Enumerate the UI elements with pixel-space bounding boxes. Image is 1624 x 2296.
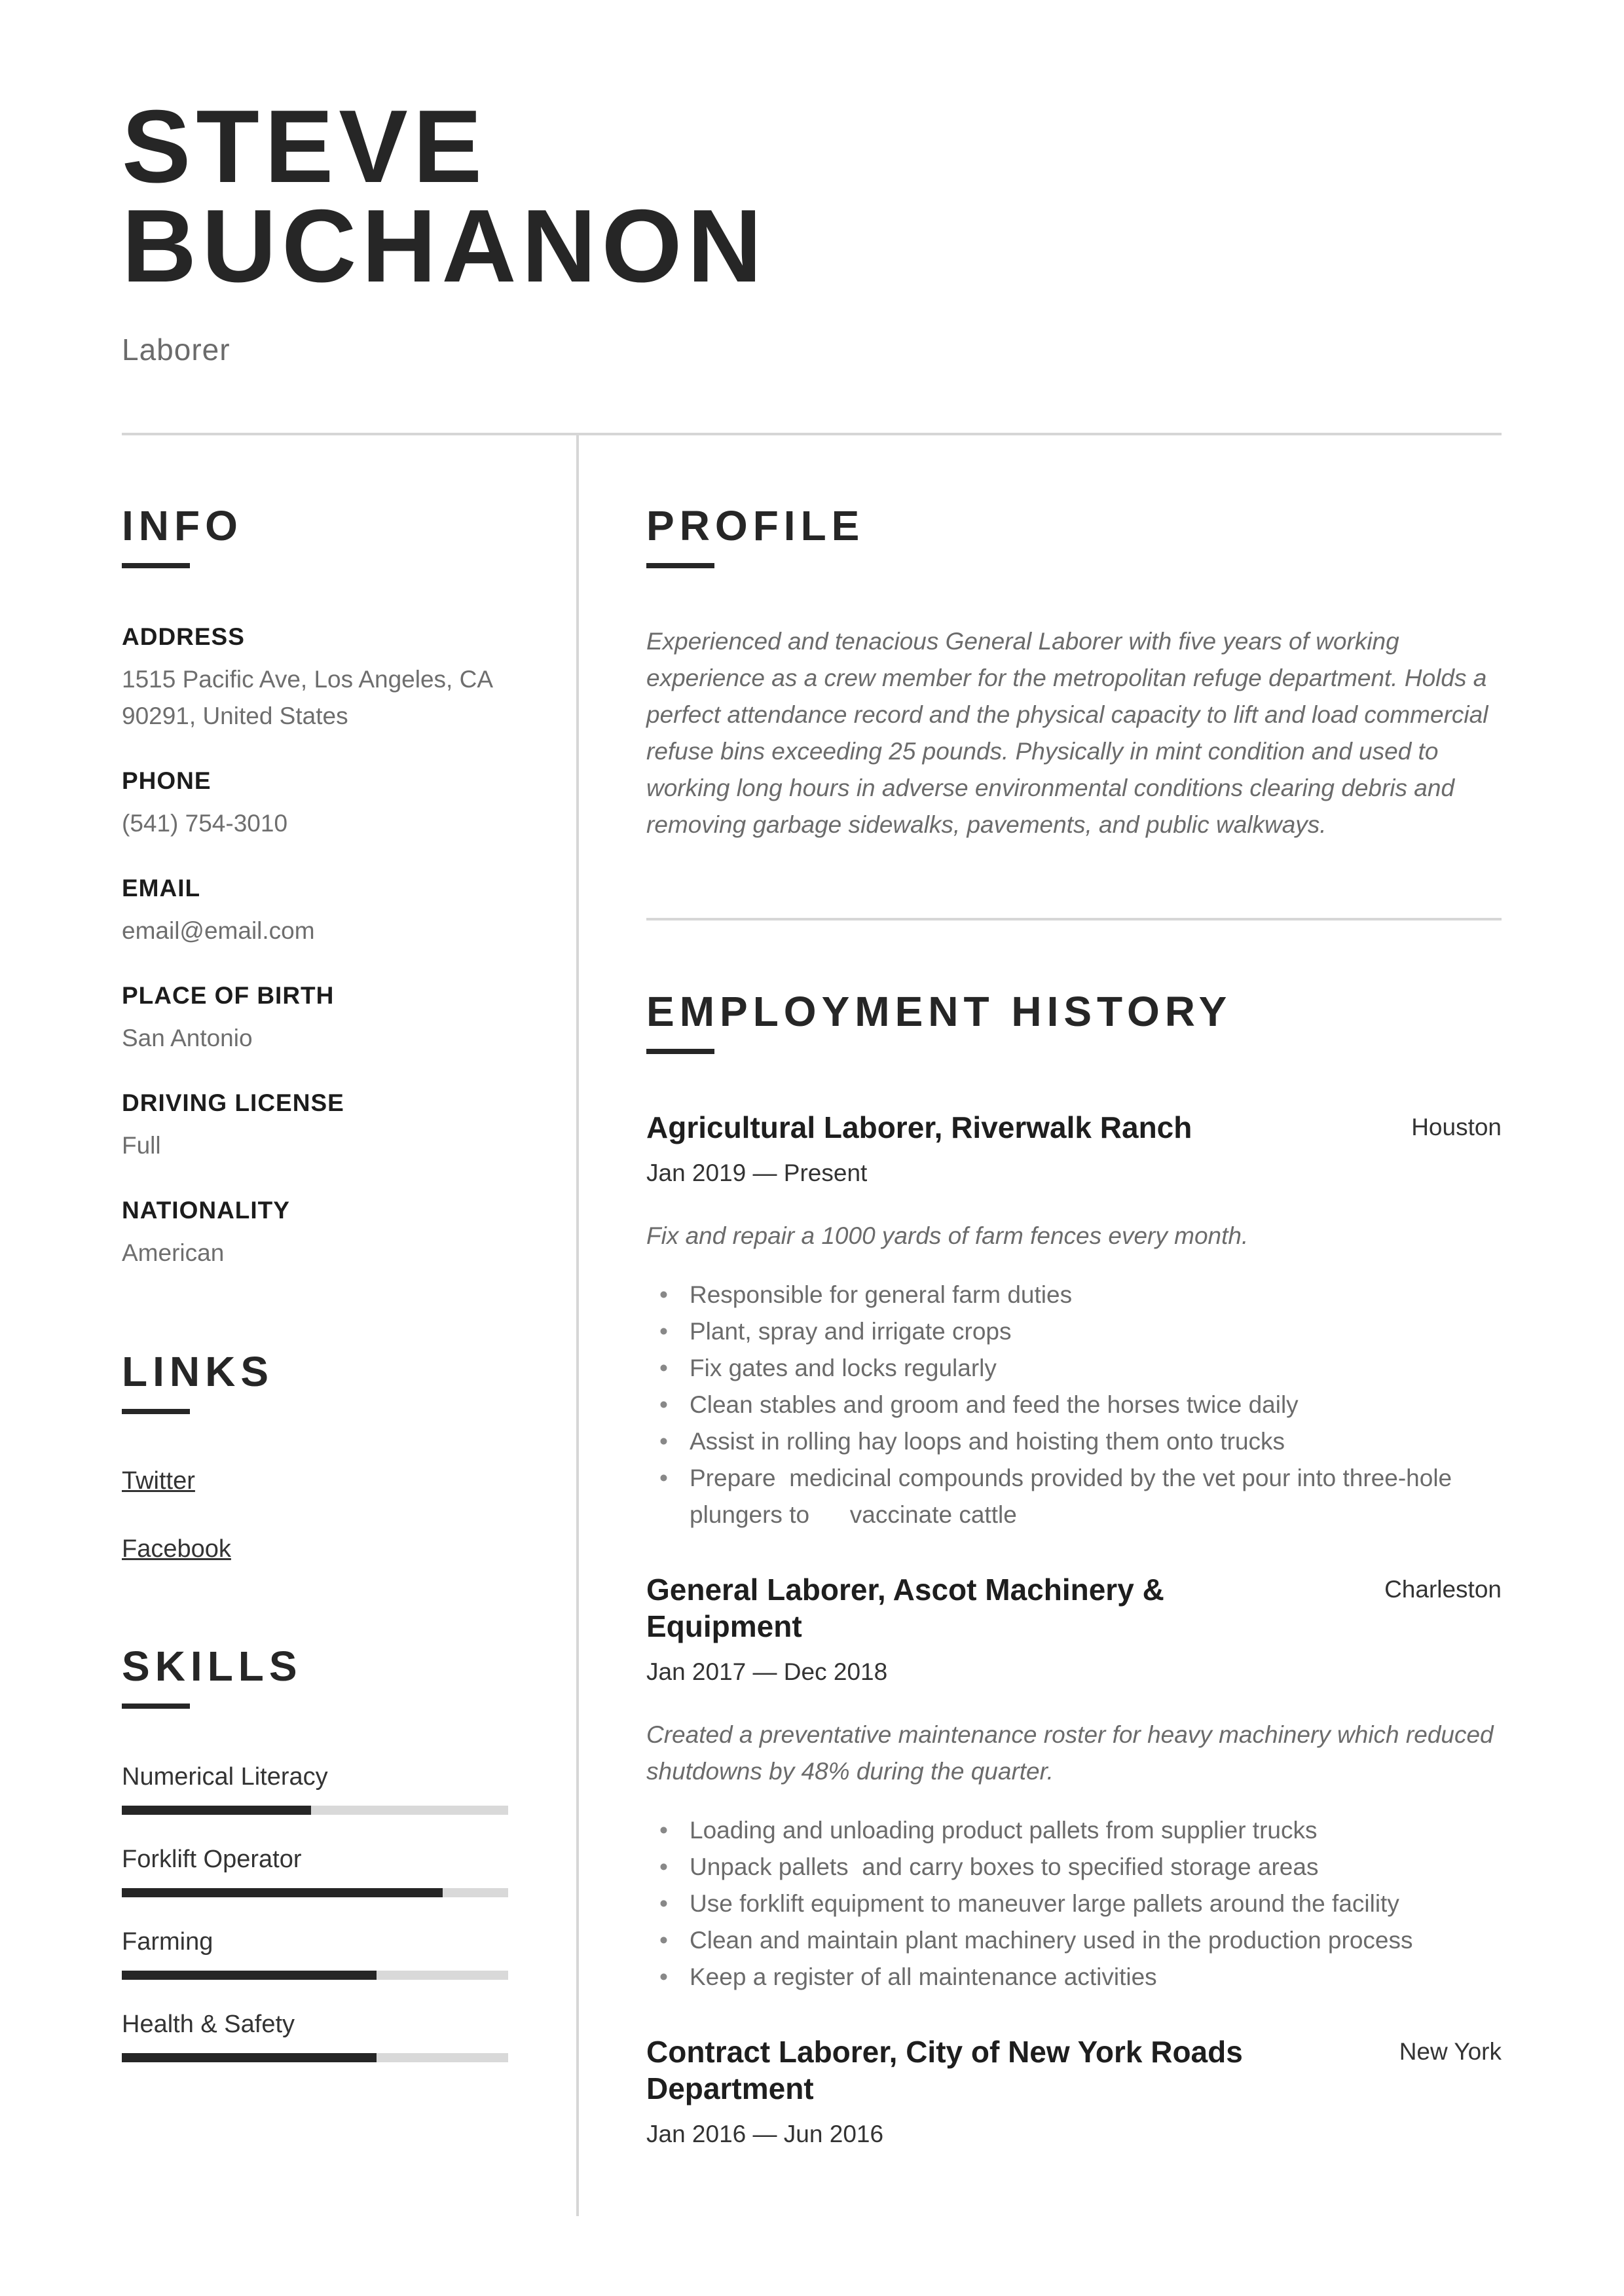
info-value: (541) 754-3010	[122, 810, 288, 837]
info-section	[122, 498, 515, 1271]
list-item	[646, 1277, 1502, 1313]
candidate-name	[122, 89, 767, 304]
skill-level-fill	[122, 1888, 443, 1897]
job-dates: Jan 2019 — Present	[646, 1159, 868, 1186]
skill-level-bar	[122, 1971, 508, 1980]
skills-section	[122, 1638, 515, 2062]
job-header	[646, 1571, 1502, 1645]
list-item	[646, 1812, 1502, 1849]
job-bullets	[646, 1812, 1502, 1995]
list-item	[646, 1849, 1502, 1886]
job-title: Agricultural Laborer, Riverwalk Ranch	[646, 1110, 1192, 1144]
info-item-address	[122, 621, 515, 735]
skill-name: Forklift Operator	[122, 1846, 302, 1873]
bullet-text: Clean stables and groom and feed the horses twice daily	[690, 1391, 1299, 1418]
job-summary: Fix and repair a 1000 yards of farm fences every month.	[646, 1222, 1249, 1249]
info-heading: INFO	[122, 502, 243, 549]
job-title: General Laborer, Ascot Machinery & Equipment	[646, 1573, 1164, 1643]
bullet-text: Clean and maintain plant machinery used in the production process	[690, 1927, 1413, 1954]
skill-level-fill	[122, 2053, 377, 2062]
info-list	[122, 621, 515, 1271]
list-item	[646, 1423, 1502, 1460]
list-item	[646, 1886, 1502, 1922]
heading-underline	[646, 1049, 714, 1054]
profile-section	[646, 498, 1502, 843]
heading-underline	[646, 563, 714, 568]
skill-level-bar	[122, 1888, 508, 1897]
job-dates: Jan 2017 — Dec 2018	[646, 1658, 888, 1685]
skill-item	[122, 1841, 515, 1897]
job-title: Contract Laborer, City of New York Roads Department	[646, 2035, 1243, 2105]
skills-heading: SKILLS	[122, 1643, 303, 1690]
bullet-text: Unpack pallets and carry boxes to specified storage areas	[690, 1853, 1319, 1880]
list-item	[646, 1387, 1502, 1423]
skill-name: Numerical Literacy	[122, 1763, 328, 1791]
job-entry	[646, 1571, 1502, 1995]
bullet-icon: •	[659, 1963, 668, 1990]
link-list	[122, 1464, 515, 1566]
job-header	[646, 1109, 1502, 1146]
list-item	[646, 1922, 1502, 1959]
list-item	[646, 1350, 1502, 1387]
bullet-text: Assist in rolling hay loops and hoisting them onto trucks	[690, 1428, 1285, 1455]
section-divider	[646, 918, 1502, 920]
job-entry	[646, 1109, 1502, 1533]
links-heading: LINKS	[122, 1348, 274, 1395]
job-bullets	[646, 1277, 1502, 1533]
name-first: STEVE	[122, 89, 488, 204]
bullet-icon: •	[659, 1890, 668, 1917]
skill-level-bar	[122, 2053, 508, 2062]
skill-item	[122, 2006, 515, 2062]
bullet-text: Prepare medicinal compounds provided by the vet pour into three-hole plungers to vaccinate cattle	[690, 1465, 1459, 1528]
job-summary: Created a preventative maintenance roster for heavy machinery which reduced shutdowns by 48% during the quarter.	[646, 1721, 1494, 1785]
info-label: PLACE OF BIRTH	[122, 982, 335, 1009]
bullet-icon: •	[659, 1355, 668, 1381]
heading-underline	[122, 1409, 190, 1414]
links-section	[122, 1343, 515, 1566]
list-item	[646, 1959, 1502, 1995]
bullet-icon: •	[659, 1318, 668, 1345]
info-item-email	[122, 872, 515, 949]
skill-name: Farming	[122, 1928, 213, 1956]
bullet-text: Plant, spray and irrigate crops	[690, 1318, 1012, 1345]
info-item-place-of-birth	[122, 979, 515, 1057]
bullet-text: Use forklift equipment to maneuver large pallets around the facility	[690, 1890, 1399, 1917]
job-header	[646, 2033, 1502, 2107]
name-last: BUCHANON	[122, 189, 767, 304]
bullet-icon: •	[659, 1817, 668, 1844]
heading-underline	[122, 1704, 190, 1709]
info-item-phone	[122, 765, 515, 842]
job-list	[646, 1109, 1502, 2153]
info-label: EMAIL	[122, 875, 201, 902]
skill-level-bar	[122, 1806, 508, 1815]
info-value: American	[122, 1239, 225, 1266]
info-label: DRIVING LICENSE	[122, 1089, 344, 1116]
list-item	[646, 1313, 1502, 1350]
info-value: 1515 Pacific Ave, Los Angeles, CA 90291, United States	[122, 666, 492, 729]
left-column	[122, 498, 515, 2088]
column-divider	[576, 435, 579, 2216]
info-label: NATIONALITY	[122, 1197, 290, 1224]
bullet-icon: •	[659, 1927, 668, 1954]
employment-heading: EMPLOYMENT HISTORY	[646, 988, 1232, 1035]
job-location: New York	[1399, 2038, 1502, 2065]
bullet-text: Fix gates and locks regularly	[690, 1355, 997, 1381]
bullet-icon: •	[659, 1428, 668, 1455]
employment-section	[646, 983, 1502, 2153]
list-item	[646, 1460, 1502, 1533]
job-location: Charleston	[1384, 1576, 1502, 1603]
header-divider	[122, 433, 1502, 435]
info-value: email@email.com	[122, 917, 315, 944]
job-entry	[646, 2033, 1502, 2153]
job-dates: Jan 2016 — Jun 2016	[646, 2121, 884, 2147]
bullet-icon: •	[659, 1281, 668, 1308]
info-value: San Antonio	[122, 1025, 253, 1051]
skill-list	[122, 1758, 515, 2062]
job-title: Laborer	[122, 333, 231, 367]
skill-level-fill	[122, 1971, 377, 1980]
facebook-link[interactable]: Facebook	[122, 1535, 231, 1563]
twitter-link[interactable]: Twitter	[122, 1467, 195, 1495]
bullet-icon: •	[659, 1853, 668, 1880]
info-label: ADDRESS	[122, 623, 245, 650]
skill-level-fill	[122, 1806, 311, 1815]
bullet-text: Responsible for general farm duties	[690, 1281, 1073, 1308]
job-location: Houston	[1411, 1114, 1502, 1140]
skill-item	[122, 1758, 515, 1815]
profile-text: Experienced and tenacious General Laborer with five years of working experience as a crew member for the metropolitan refuge department. Holds a perfect attendance record and the physical capacity to lift and load commercial refuse bins exceeding 25 pounds. Physically in mint condition and used to working long hours in adverse environmental conditions clearing debris and removing garbage sidewalks, pavements, and public walkways.	[646, 628, 1488, 838]
info-value: Full	[122, 1132, 161, 1159]
bullet-text: Keep a register of all maintenance activities	[690, 1963, 1157, 1990]
bullet-icon: •	[659, 1391, 668, 1418]
info-item-nationality	[122, 1194, 515, 1271]
info-item-driving-license	[122, 1087, 515, 1164]
info-label: PHONE	[122, 767, 212, 794]
bullet-text: Loading and unloading product pallets from supplier trucks	[690, 1817, 1318, 1844]
skill-name: Health & Safety	[122, 2011, 295, 2038]
skill-item	[122, 1923, 515, 1980]
heading-underline	[122, 563, 190, 568]
profile-heading: PROFILE	[646, 502, 865, 549]
bullet-icon: •	[659, 1465, 668, 1491]
right-column	[646, 498, 1502, 2191]
